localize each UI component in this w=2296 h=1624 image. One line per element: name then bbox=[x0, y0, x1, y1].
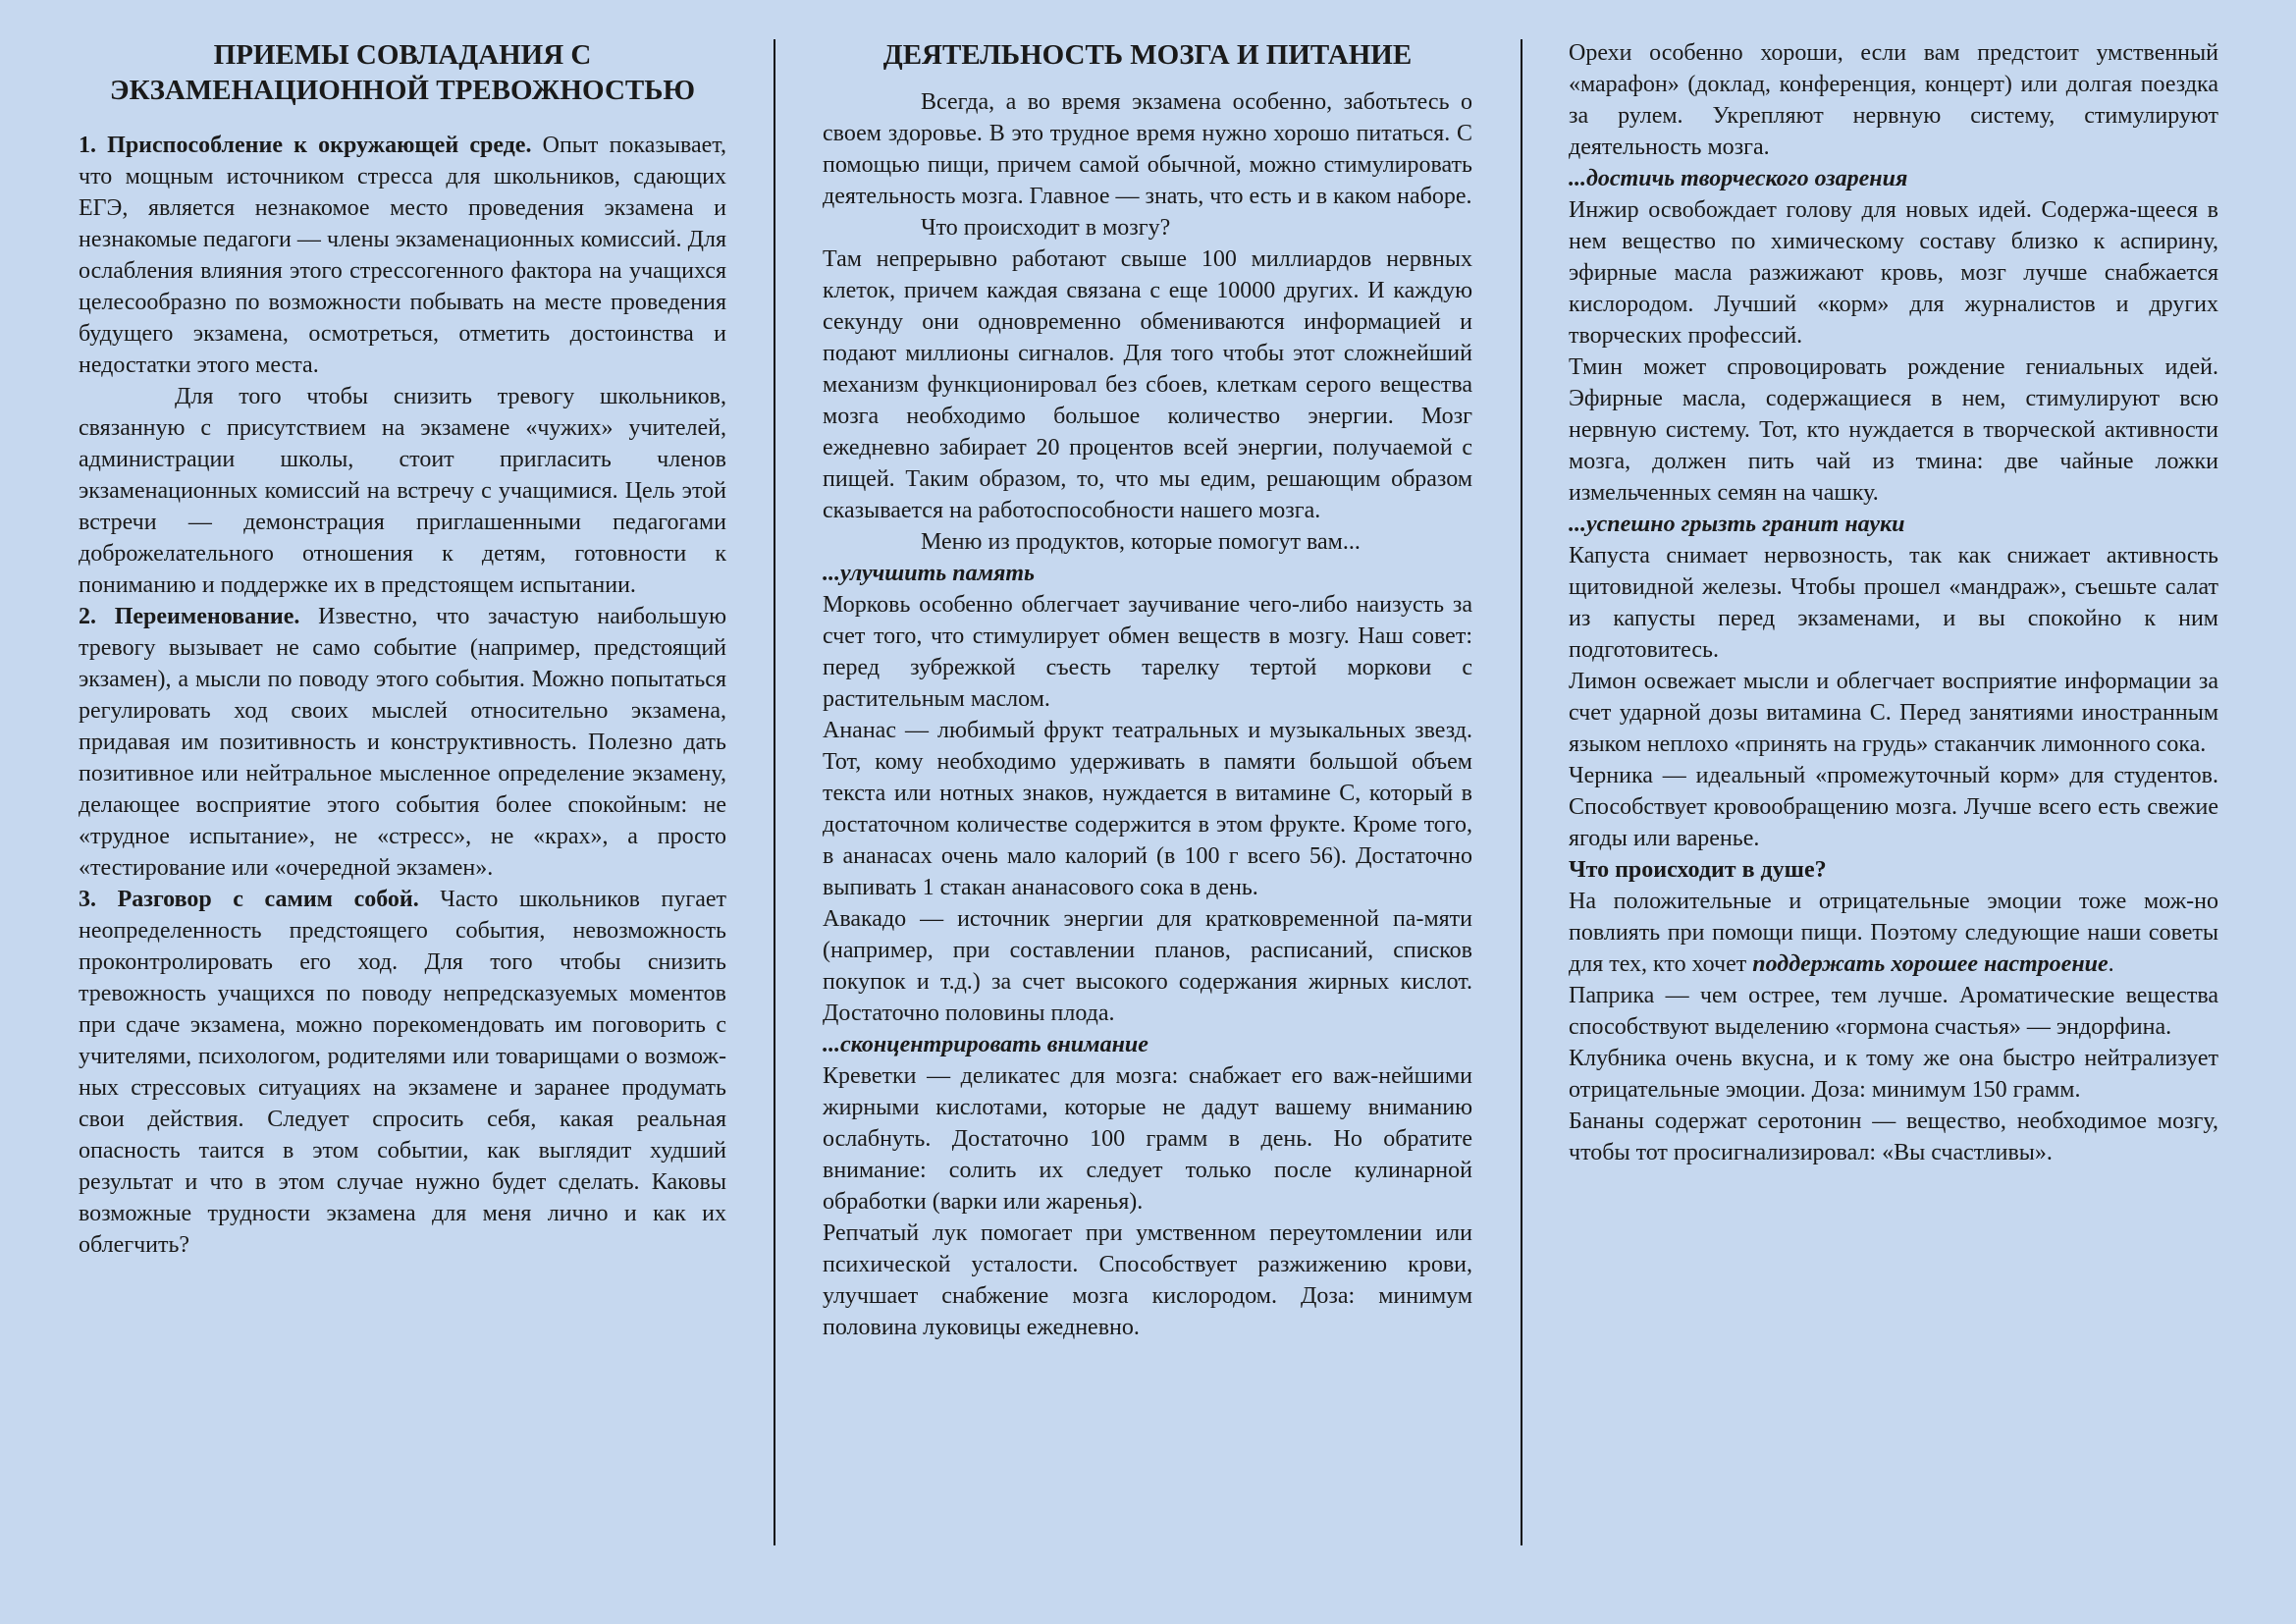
item-onion: Репчатый лук помогает при умственном переутомлении или психической усталости. Способствует разжижению крови, улучшает снабжение мозга кислородом. Доза: минимум половина луковицы ежедневно. bbox=[823, 1220, 1472, 1340]
section-self-talk-text: Часто школьников пугает неопределенность предстоящего события, невозможность проконтролировать его ход. Для того чтобы снизить тревожность учащихся по поводу непредсказуемых моментов при сдаче экзамена, можно порекомендовать им поговорить с учителями, психологом, родителями или товарищами о возмож-ных стрессовых ситуациях на экзамене и заранее продумать свои действия. Следует спросить себя, какая реальная опасность таится в этом событии, как выглядит худший результат и что в этом случае нужно будет сделать. Каковы возможные трудности экзамена для меня лично и как их облегчить? bbox=[79, 887, 726, 1258]
title-line-1: ПРИЕМЫ СОВЛАДАНИЯ С bbox=[213, 39, 592, 71]
intro-paragraph: Всегда, а во время экзамена особенно, заботьтесь о своем здоровье. В это трудное время нужно хорошо питаться. С помощью пищи, причем самой обычной, можно стимулировать деятельность мозга. Главное — знать, что есть и в каком наборе. bbox=[823, 89, 1472, 209]
brain-paragraph: Там непрерывно работают свыше 100 миллиардов нервных клеток, причем каждая связана с еще 10000 других. И каждую секунду они одновременно обмениваются информацией и подают миллионы сигналов. Для того чтобы этот сложнейший механизм функционировал без сбоев, клеткам серого вещества мозга необходимо большое количество энергии. Мозг ежедневно забирает 20 процентов всей энергии, получаемой с пищей. Таким образом, то, что мы едим, решающим образом сказывается на работоспособности нашего мозга. bbox=[823, 246, 1472, 523]
item-cabbage: Капуста снимает нервозность, так как снижает активность щитовидной железы. Чтобы прошел «мандраж», съешьте салат из капусты перед экзаменами, и вы спокойно к ним подготовитесь. bbox=[1569, 543, 2218, 663]
item-strawberry: Клубника очень вкусна, и к тому же она быстро нейтрализует отрицательные эмоции. Доза: минимум 150 грамм. bbox=[1569, 1046, 2218, 1103]
item-lemon: Лимон освежает мысли и облегчает восприятие информации за счет ударной дозы витамина С. Перед занятиями иностранным языком неплохо «принять на грудь» стаканчик лимонного сока. bbox=[1569, 669, 2218, 757]
title-exam-anxiety bbox=[79, 37, 726, 108]
title-line-2: ЭКЗАМЕНАЦИОННОЙ ТРЕВОЖНОСТЬЮ bbox=[109, 75, 696, 106]
soul-emphasis: поддержать хорошее настроение bbox=[1752, 951, 2109, 977]
soul-paragraph bbox=[1569, 886, 2218, 980]
item-fig: Инжир освобождает голову для новых идей. Содержа-щееся в нем вещество по химическому составу близко к аспирину, эфирные масла разжижают кровь, мозг лучше снабжается кислородом. Лучший «корм» для журналистов и других творческих профессий. bbox=[1569, 197, 2218, 349]
section-renaming bbox=[79, 601, 726, 884]
column-exam-anxiety bbox=[79, 37, 726, 1261]
section-adaptation-text: Опыт показывает, что мощным источником стресса для школьников, сдающих ЕГЭ, является незнакомое место проведения экзамена и незнакомые педагоги — члены экзаменационных комиссий. Для ослабления влияния этого стрессогенного фактора на учащихся целесообразно по возможности побывать на месте проведения будущего экзамена, осмотреться, отметить достоинства и недостатки этого места. bbox=[79, 133, 726, 378]
item-banana: Бананы содержат серотонин — вещество, необходимое мозгу, чтобы тот просигнализировал: «Вы счастливы». bbox=[1569, 1109, 2218, 1165]
section-self-talk bbox=[79, 884, 726, 1261]
column-divider-2 bbox=[1521, 39, 1522, 1545]
item-shrimp: Креветки — деликатес для мозга: снабжает его важ-нейшими жирными кислотами, которые не дадут вашему вниманию ослабнуть. Достаточно 100 грамм в день. Но обратите внимание: солить их следует только после кулинарной обработки (варки или жаренья). bbox=[823, 1063, 1472, 1215]
column-divider-1 bbox=[774, 39, 775, 1545]
section-adaptation-heading: 1. Приспособление к окружающей среде. bbox=[79, 133, 532, 158]
subheading-attention: ...сконцентрировать внимание bbox=[823, 1032, 1148, 1057]
item-blueberry: Черника — идеальный «промежуточный корм» для студентов. Способствует кровообращению мозга. Лучше всего есть свежие ягоды или варенье. bbox=[1569, 763, 2218, 851]
section-self-talk-heading: 3. Разговор с самим собой. bbox=[79, 887, 419, 912]
subheading-memory: ...улучшить память bbox=[823, 561, 1036, 586]
item-pineapple: Ананас — любимый фрукт театральных и музыкальных звезд. Тот, кому необходимо удерживать в памяти большой объем текста или нотных знаков, нуждается в витамине С, который в достаточном количестве содержится в этом фрукте. Кроме того, в ананасах очень мало калорий (в 100 г всего 56). Достаточно выпивать 1 стакан ананасового сока в день. bbox=[823, 718, 1472, 900]
section-renaming-text: Известно, что зачастую наибольшую тревогу вызывает не само событие (например, предстоящий экзамен), а мысли по поводу этого события. Можно попытаться регулировать ход своих мыслей относительно экзамена, придавая им позитивность и конструктивность. Полезно дать позитивное или нейтральное мысленное определение экзамену, делающее восприятие этого события более спокойным: не «трудное испытание», не «стресс», не «крах», а просто «тестирование или «очередной экзамен». bbox=[79, 604, 726, 881]
menu-intro: Меню из продуктов, которые помогут вам... bbox=[921, 529, 1361, 555]
column-brain-nutrition bbox=[823, 37, 1472, 1343]
soul-question: Что происходит в душе? bbox=[1569, 857, 1827, 883]
soul-end: . bbox=[2108, 951, 2114, 977]
subheading-creativity: ...достичь творческого озарения bbox=[1569, 166, 1908, 191]
subheading-science: ...успешно грызть гранит науки bbox=[1569, 512, 1905, 537]
item-carrot: Морковь особенно облегчает заучивание чего-либо наизусть за счет того, что стимулирует обмен веществ в мозгу. Наш совет: перед зубрежкой съесть тарелку тертой моркови с растительным маслом. bbox=[823, 592, 1472, 712]
title-brain-nutrition: ДЕЯТЕЛЬНОСТЬ МОЗГА И ПИТАНИЕ bbox=[882, 39, 1413, 71]
section-adaptation-paragraph-2: Для того чтобы снизить тревогу школьников, связанную с присутствием на экзамене «чужих» учителей, администрации школы, стоит пригласить членов экзаменационных комиссий на встречу с учащимися. Цель этой встречи — демонстрация приглашенными педагогами доброжелательного отношения к детям, готовности к пониманию и поддержке их в предстоящем испытании. bbox=[79, 384, 726, 598]
brain-question: Что происходит в мозгу? bbox=[921, 215, 1171, 241]
item-cumin: Тмин может спровоцировать рождение гениальных идей. Эфирные масла, содержащиеся в нем, стимулируют всю нервную систему. Тот, кто нуждается в творческой активности мозга, должен пить чай из тмина: две чайные ложки измельченных семян на чашку. bbox=[1569, 354, 2218, 506]
soul-text: На положительные и отрицательные эмоции тоже мож-но повлиять при помощи пищи. Поэтому следующие наши советы для тех, кто хочет bbox=[1569, 889, 2218, 977]
item-nuts: Орехи особенно хороши, если вам предстоит умственный «марафон» (доклад, конференция, концерт) или долгая поездка за рулем. Укрепляют нервную систему, стимулируют деятельность мозга. bbox=[1569, 40, 2218, 160]
section-renaming-heading: 2. Переименование. bbox=[79, 604, 300, 629]
item-paprika: Паприка — чем острее, тем лучше. Ароматические вещества способствуют выделению «гормона счастья» — эндорфина. bbox=[1569, 983, 2218, 1040]
column-food-mood bbox=[1569, 37, 2218, 1168]
item-avocado: Авакадо — источник энергии для кратковременной па-мяти (например, при составлении планов, расписаний, списков покупок и т.д.) за счет высокого содержания жирных кислот. Достаточно половины плода. bbox=[823, 906, 1472, 1026]
section-adaptation bbox=[79, 130, 726, 381]
